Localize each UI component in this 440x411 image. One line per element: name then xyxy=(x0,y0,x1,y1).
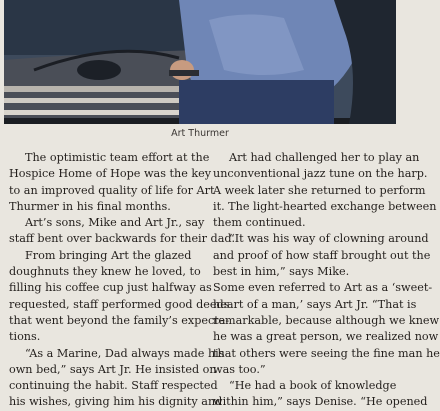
article-line: own bed,” says Art Jr. He insisted on xyxy=(9,362,217,376)
article-line: Thurmer in his final months. xyxy=(9,199,171,213)
article-line: tions. xyxy=(9,330,41,344)
photo-art-thurmer xyxy=(4,0,396,124)
article-paragraph xyxy=(9,346,225,411)
article-line: From bringing Art the glazed xyxy=(25,248,192,262)
article-paragraph xyxy=(213,231,431,280)
article-line: requested, staff performed good deeds xyxy=(9,297,230,311)
article-line: filling his coffee cup just halfway as xyxy=(9,281,212,295)
article-line: remarkable, because although we knew xyxy=(213,313,440,327)
article-line: Art had challenged her to play an xyxy=(229,151,420,164)
article-paragraph xyxy=(213,150,437,231)
article-line: doughnuts they knew he loved, to xyxy=(9,265,201,279)
article-line: and proof of how staff brought out the xyxy=(213,248,431,262)
article-line: continuing the habit. Staff respected xyxy=(9,379,218,393)
article-paragraph xyxy=(213,378,428,411)
article-paragraph xyxy=(9,248,230,346)
article-line: his wishes, giving him his dignity and xyxy=(9,395,223,409)
article-line: The optimistic team effort at the xyxy=(25,151,210,164)
photo-illustration xyxy=(4,0,396,124)
article-column-right xyxy=(213,150,440,411)
article-line: it. The light-hearted exchange between xyxy=(213,199,437,213)
article-line: Some even referred to Art as a ‘sweet- xyxy=(213,281,433,295)
article-line: “He had a book of knowledge xyxy=(229,379,397,393)
article-line: was too.” xyxy=(213,362,266,376)
photo-caption: Art Thurmer xyxy=(171,128,229,139)
article-line: best in him,” says Mike. xyxy=(213,265,350,279)
article-line: Art’s sons, Mike and Art Jr., say xyxy=(25,216,205,230)
article-paragraph xyxy=(9,150,215,215)
article-line: to an improved quality of life for Art xyxy=(9,183,215,197)
article-line: he was a great person, we realized now xyxy=(213,330,439,344)
article-line: heart of a man,’ says Art Jr. “That is xyxy=(213,297,417,311)
article-line: Hospice Home of Hope was the key xyxy=(9,167,212,181)
article-line: “It was his way of clowning around xyxy=(229,232,429,246)
article-line: them continued. xyxy=(213,216,306,230)
article-paragraph xyxy=(9,215,236,248)
article-line: that others were seeing the fine man he xyxy=(213,346,440,360)
article-column-left xyxy=(9,150,236,411)
article-line: staff bent over backwards for their dad. xyxy=(9,232,236,246)
article-line: unconventional jazz tune on the harp. xyxy=(213,167,428,181)
article-line: A week later she returned to perform xyxy=(213,183,426,197)
article-line: within him,” says Denise. “He opened xyxy=(213,395,428,409)
article-line: “As a Marine, Dad always made his xyxy=(25,346,225,360)
article-line: that went beyond the family’s expecta- xyxy=(9,313,230,327)
article-paragraph xyxy=(213,280,440,378)
